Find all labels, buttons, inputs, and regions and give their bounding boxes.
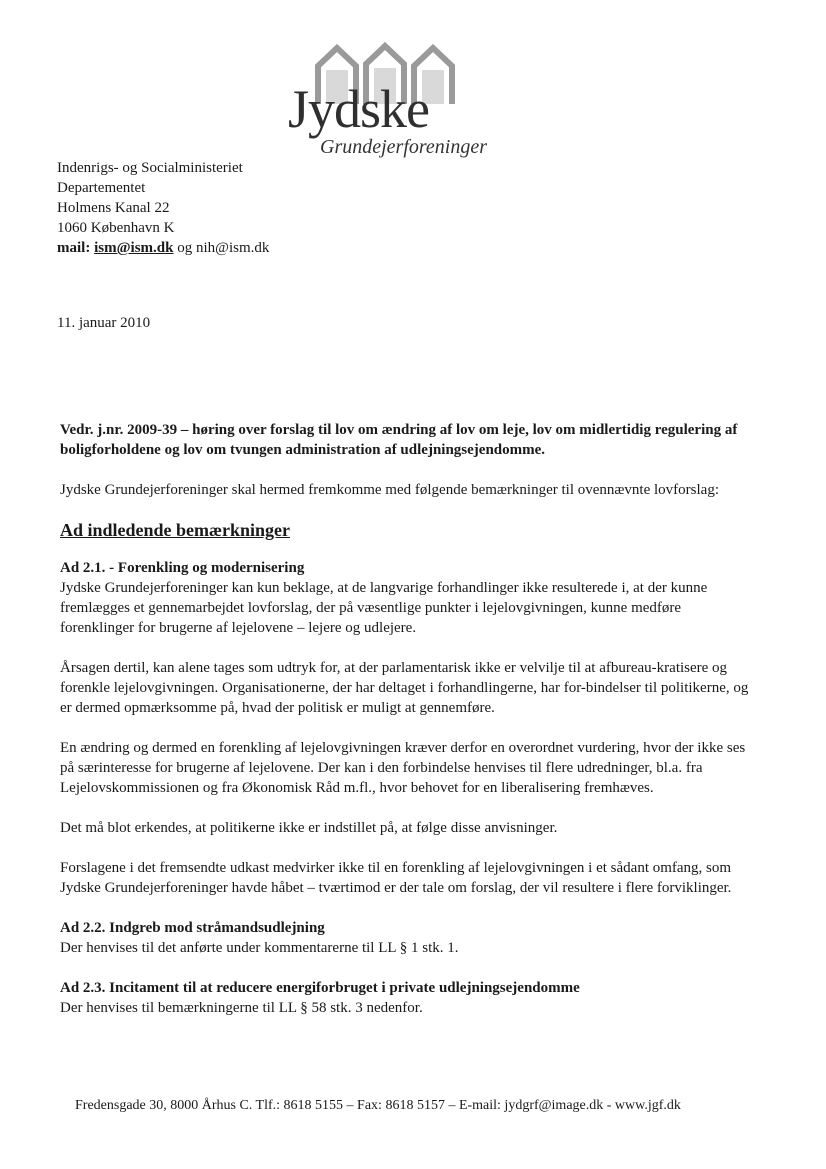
address-line-3: Holmens Kanal 22: [57, 200, 170, 216]
section-title: Ad indledende bemærkninger: [60, 520, 291, 540]
address-line-2: Departementet: [57, 180, 146, 196]
letter-body: [60, 420, 750, 1038]
section-2-1-paragraph-5: Forslagene i det fremsendte udkast medvirker ikke til en forenkling af lejelovgivningen i et sådant omfang, som Jydske Grundejerforeninger havde håbet – tværtimod er der tale om forslag, der vil resultere i flere forviklinger.: [60, 860, 732, 896]
mail-label: mail:: [57, 240, 91, 256]
address-line-1: Indenrigs- og Socialministeriet: [57, 160, 243, 176]
recipient-address: [57, 158, 269, 258]
address-mail-line: [57, 238, 269, 258]
section-2-2-heading: Ad 2.2. Indgreb mod stråmandsudlejning: [60, 920, 325, 936]
section-2-1-paragraph-3: En ændring og dermed en forenkling af lejelovgivningen kræver derfor en overordnet vurdering, hvor der ikke ses på særinteresse for brugerne af lejelovene. Der kan i den forbindelse henvises til flere udredninger, bl.a. fra Lejelovskommissionen og fra Økonomisk Råd m.fl., hvor behovet for en liberalisering fremhæves.: [60, 740, 746, 796]
section-2-1-paragraph-1: Jydske Grundejerforeninger kan kun beklage, at de langvarige forhandlinger ikke resulterede i, at der kunne fremlægges et gennemarbejdet lovforslag, der på væsentlige punkter i lejelovgivningen, kunne medføre forenklinger for brugerne af lejelovene – lejere og udlejere.: [60, 580, 708, 636]
letter-date: 11. januar 2010: [57, 315, 151, 331]
mail-link-primary[interactable]: ism@ism.dk: [94, 240, 174, 256]
section-2-3-heading: Ad 2.3. Incitament til at reducere energiforbruget i private udlejningsejendomme: [60, 980, 580, 996]
section-2-1-paragraph-2: Årsagen dertil, kan alene tages som udtryk for, at der parlamentarisk ikke er velvilje til at afbureau-kratisere og forenkle lejelovgivningen. Organisationerne, der har deltaget i forhandlingerne, har for-bindelser til politikerne, og er dermed opmærksomme på, hvad der politisk er muligt at gennemføre.: [60, 660, 749, 716]
logo: [280, 38, 520, 158]
section-2-1-heading: Ad 2.1. - Forenkling og modernisering: [60, 560, 305, 576]
address-line-4: 1060 København K: [57, 220, 175, 236]
section-2-1-paragraph-4: Det må blot erkendes, at politikerne ikke er indstillet på, at følge disse anvisninger.: [60, 820, 558, 836]
section-2-2-body: Der henvises til det anførte under kommentarerne til LL § 1 stk. 1.: [60, 940, 459, 956]
logo-wordmark: Jydske: [288, 79, 429, 139]
logo-subtitle: Grundejerforeninger: [320, 136, 488, 158]
section-2-3-body: Der henvises til bemærkningerne til LL § 58 stk. 3 nedenfor.: [60, 1000, 423, 1016]
subject-line: Vedr. j.nr. 2009-39 – høring over forslag til lov om ændring af lov om leje, lov om midlertidig regulering af boligforholdene og lov om tvungen administration af udlejningsejendomme.: [60, 422, 738, 458]
footer-contact: Fredensgade 30, 8000 Århus C. Tlf.: 8618 5155 – Fax: 8618 5157 – E-mail: jydgrf@image.dk - www.jgf.dk: [75, 1098, 681, 1113]
mail-link-secondary: nih@ism.dk: [195, 240, 270, 256]
intro-paragraph: Jydske Grundejerforeninger skal hermed fremkomme med følgende bemærkninger til ovennævnte lovforslag:: [60, 482, 719, 498]
mail-connector: og: [177, 240, 193, 256]
